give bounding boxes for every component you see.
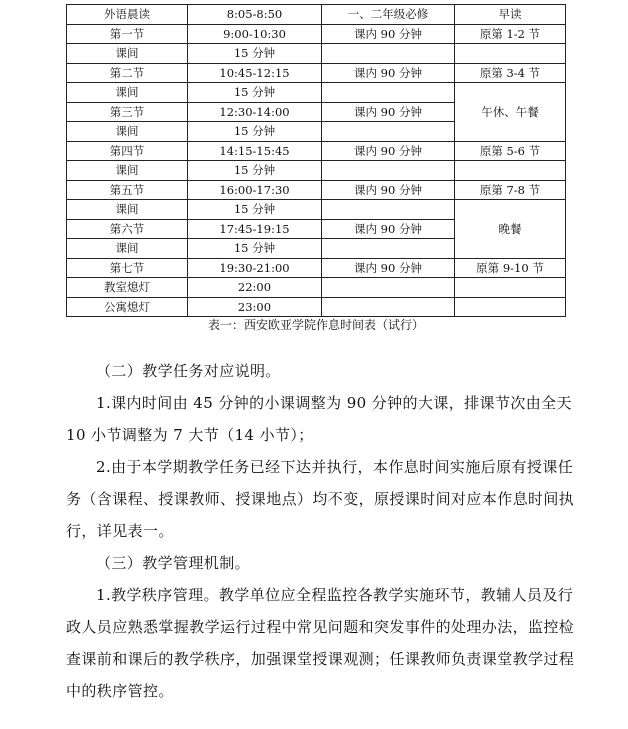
table-cell	[455, 161, 566, 181]
table-row	[67, 24, 566, 44]
table-cell	[322, 44, 455, 64]
table-cell	[455, 44, 566, 64]
section-heading-2: （二）教学任务对应说明。	[96, 362, 281, 380]
table-cell: 课间	[67, 239, 188, 259]
table-cell	[455, 278, 566, 298]
table-cell	[455, 297, 566, 317]
table-cell: 原第 5-6 节	[455, 141, 566, 161]
table-cell: 第七节	[67, 258, 188, 278]
paragraph: 2.由于本学期教学任务已经下达并执行，本作息时间实施后原有授课任务（含课程、授课教师、授课地点）均不变，原授课时间对应本作息时间执行，详见表一。	[66, 458, 575, 540]
table-cell: 课内 90 分钟	[322, 141, 455, 161]
table-cell: 15 分钟	[188, 161, 322, 181]
schedule-table	[66, 4, 566, 317]
section-heading-3: （三）教学管理机制。	[96, 554, 251, 572]
table-caption: 表一：西安欧亚学院作息时间表（试行）	[207, 318, 424, 332]
table-cell: 第六节	[67, 219, 188, 239]
table-cell: 19:30-21:00	[188, 258, 322, 278]
table-cell: 课内 90 分钟	[322, 63, 455, 83]
table-cell: 17:45-19:15	[188, 219, 322, 239]
table-cell: 原第 7-8 节	[455, 180, 566, 200]
table-row	[67, 63, 566, 83]
table-cell: 原第 9-10 节	[455, 258, 566, 278]
table-row	[67, 258, 566, 278]
table-cell: 9:00-10:30	[188, 24, 322, 44]
paragraph: 1.课内时间由 45 分钟的小课调整为 90 分钟的大课，排课节次由全天 10 小节调整为 7 大节（14 小节）；	[66, 394, 572, 444]
table-cell: 15 分钟	[188, 122, 322, 142]
table-cell: 8:05-8:50	[188, 5, 322, 25]
paragraph: 1.教学秩序管理。教学单位应全程监控各教学实施环节，教辅人员及行政人员应熟悉掌握教学运行过程中常见问题和突发事件的处理办法，监控检查课前和课后的教学秩序，加强课堂授课观测；任课教师负责课堂教学过程中的秩序管控。	[66, 586, 575, 700]
table-cell-merged: 晚餐	[455, 200, 566, 259]
table-cell	[322, 83, 455, 103]
table-cell: 课内 90 分钟	[322, 24, 455, 44]
table-row	[67, 161, 566, 181]
table-cell: 课内 90 分钟	[322, 219, 455, 239]
table-row	[67, 297, 566, 317]
table-cell: 课间	[67, 122, 188, 142]
table-cell: 15 分钟	[188, 239, 322, 259]
table-cell: 一、二年级必修	[322, 5, 455, 25]
table-cell: 课内 90 分钟	[322, 258, 455, 278]
table-cell: 第二节	[67, 63, 188, 83]
table-cell: 22:00	[188, 278, 322, 298]
table-cell: 早读	[455, 5, 566, 25]
table-cell: 课间	[67, 200, 188, 220]
table-row	[67, 180, 566, 200]
table-cell	[322, 122, 455, 142]
table-row	[67, 278, 566, 298]
table-cell	[322, 161, 455, 181]
table-cell: 15 分钟	[188, 200, 322, 220]
table-cell: 第五节	[67, 180, 188, 200]
table-cell: 12:30-14:00	[188, 102, 322, 122]
table-cell: 课内 90 分钟	[322, 180, 455, 200]
table-row	[67, 5, 566, 25]
table-cell	[322, 239, 455, 259]
table-cell-merged: 午休、午餐	[455, 83, 566, 142]
table-cell: 23:00	[188, 297, 322, 317]
table-cell: 课间	[67, 83, 188, 103]
table-row	[67, 141, 566, 161]
table-cell	[322, 297, 455, 317]
table-row	[67, 83, 566, 103]
body-text	[66, 355, 576, 707]
table-cell: 课间	[67, 44, 188, 64]
table-cell: 第四节	[67, 141, 188, 161]
table-cell: 外语晨读	[67, 5, 188, 25]
table-row	[67, 200, 566, 220]
table-cell: 原第 1-2 节	[455, 24, 566, 44]
table-cell: 14:15-15:45	[188, 141, 322, 161]
table-cell: 第一节	[67, 24, 188, 44]
table-cell: 教室熄灯	[67, 278, 188, 298]
table-row	[67, 44, 566, 64]
table-cell	[322, 278, 455, 298]
table-cell: 10:45-12:15	[188, 63, 322, 83]
table-cell: 课间	[67, 161, 188, 181]
table-cell: 课内 90 分钟	[322, 102, 455, 122]
table-cell: 第三节	[67, 102, 188, 122]
table-cell: 16:00-17:30	[188, 180, 322, 200]
table-cell	[322, 200, 455, 220]
table-cell: 15 分钟	[188, 44, 322, 64]
table-cell: 15 分钟	[188, 83, 322, 103]
table-cell: 原第 3-4 节	[455, 63, 566, 83]
table-cell: 公寓熄灯	[67, 297, 188, 317]
